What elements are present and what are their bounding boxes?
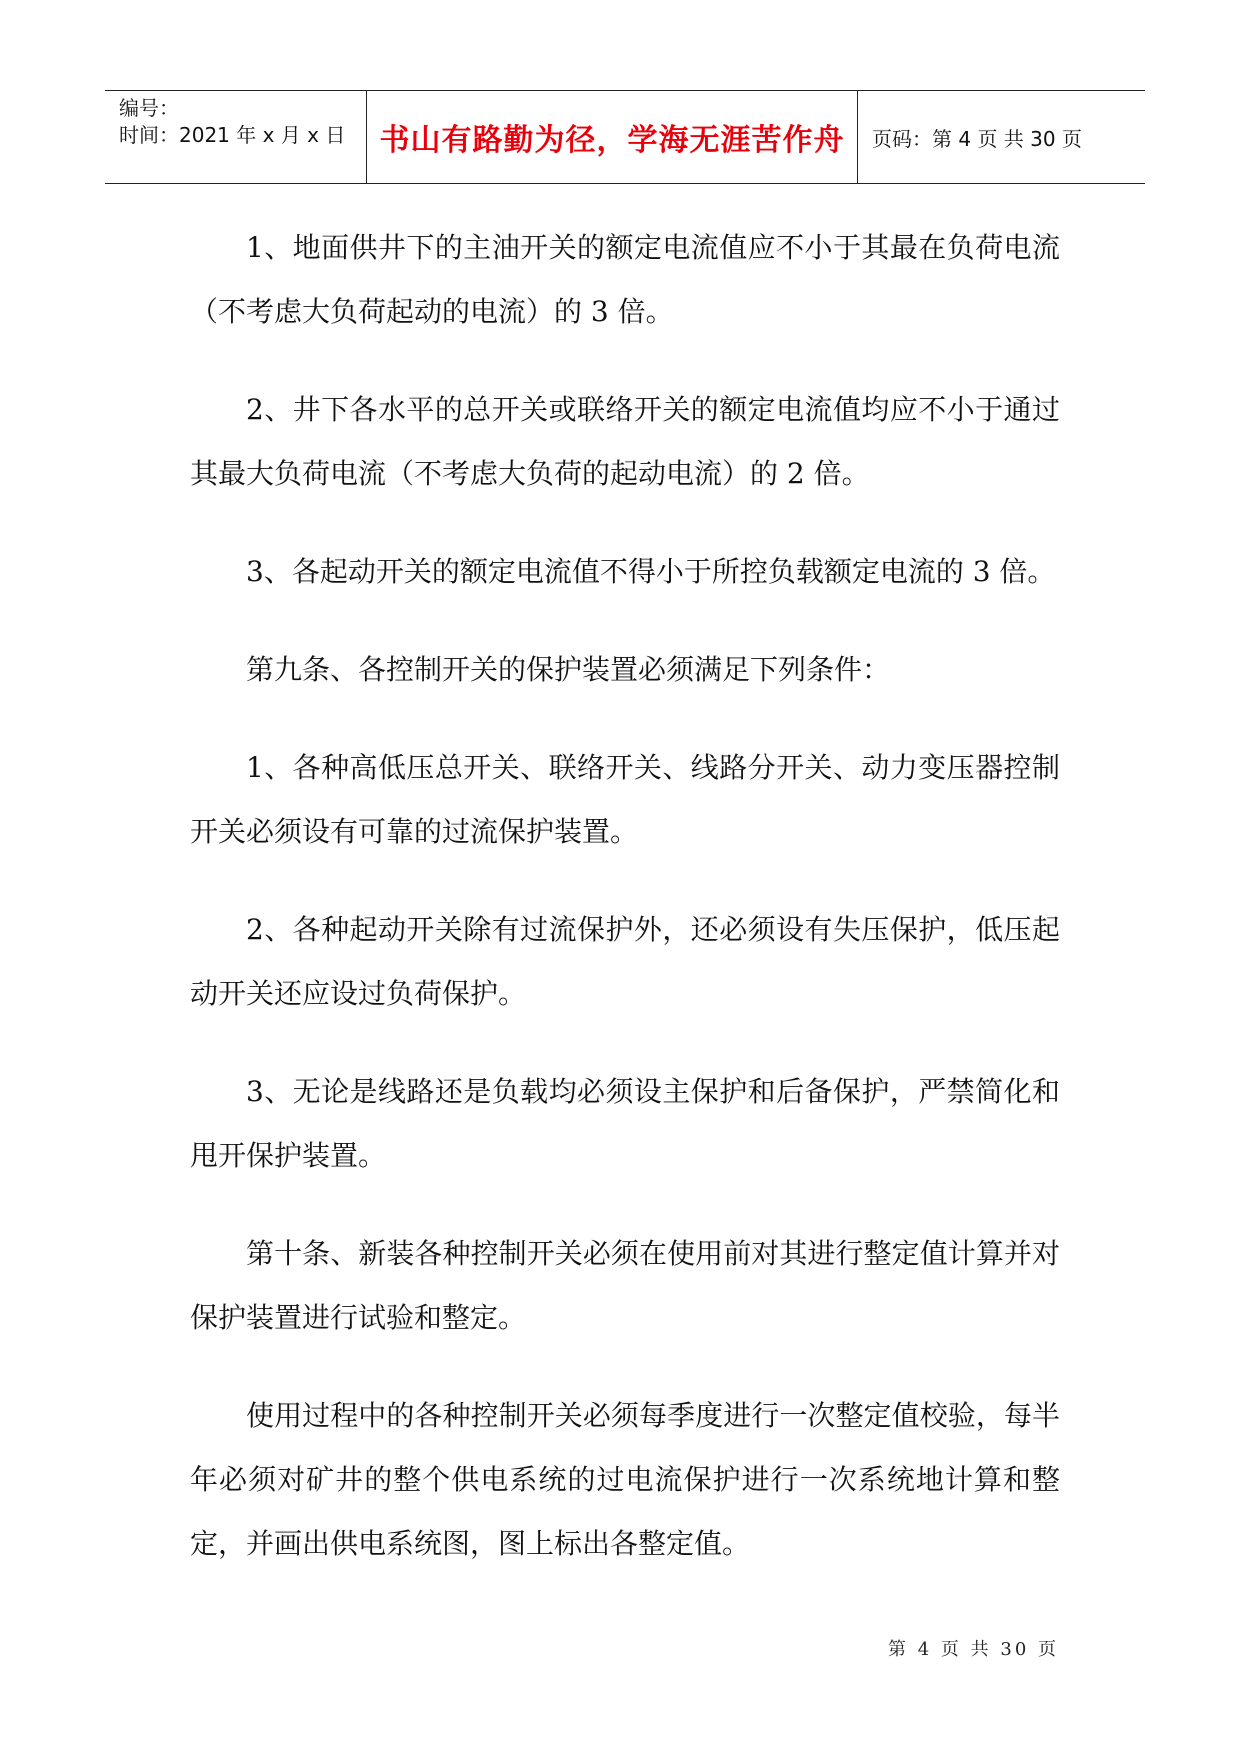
article-9-heading: 第九条、各控制开关的保护装置必须满足下列条件：	[246, 653, 891, 686]
paragraph-6: 2、各种起动开关除有过流保护外，还必须设有失压保护，低压起动开关还应设过负荷保护。	[190, 913, 1060, 1010]
paragraph-5: 1、各种高低压总开关、联络开关、线路分开关、动力变压器控制开关必须设有可靠的过流保护装置。	[190, 751, 1060, 848]
paragraph-1: 1、地面供井下的主油开关的额定电流值应不小于其最在负荷电流（不考虑大负荷起动的电流）的 3 倍。	[190, 231, 1060, 328]
page-header	[105, 90, 1145, 184]
header-meta	[105, 91, 367, 183]
document-body	[190, 216, 1060, 1610]
serial-label: 编号：	[119, 96, 179, 120]
time-label: 时间：2021 年 x 月 x 日	[119, 123, 346, 147]
article-10-heading: 第十条、新装各种控制开关必须在使用前对其进行整定值计算并对保护装置进行试验和整定。	[190, 1237, 1060, 1334]
paragraph-2: 2、井下各水平的总开关或联络开关的额定电流值均应不小于通过其最大负荷电流（不考虑大负荷的起动电流）的 2 倍。	[190, 393, 1060, 490]
paragraph-7: 3、无论是线路还是负载均必须设主保护和后备保护，严禁简化和甩开保护装置。	[190, 1075, 1060, 1172]
header-page-info: 页码：第 4 页 共 30 页	[872, 126, 1082, 151]
page-footer: 第 4 页 共 30 页	[888, 1639, 1059, 1660]
header-motto: 书山有路勤为径，学海无涯苦作舟	[367, 91, 858, 183]
paragraph-9: 使用过程中的各种控制开关必须每季度进行一次整定值校验，每半年必须对矿井的整个供电系统的过电流保护进行一次系统地计算和整定，并画出供电系统图，图上标出各整定值。	[190, 1399, 1060, 1560]
paragraph-3: 3、各起动开关的额定电流值不得小于所控负载额定电流的 3 倍。	[246, 555, 1056, 588]
